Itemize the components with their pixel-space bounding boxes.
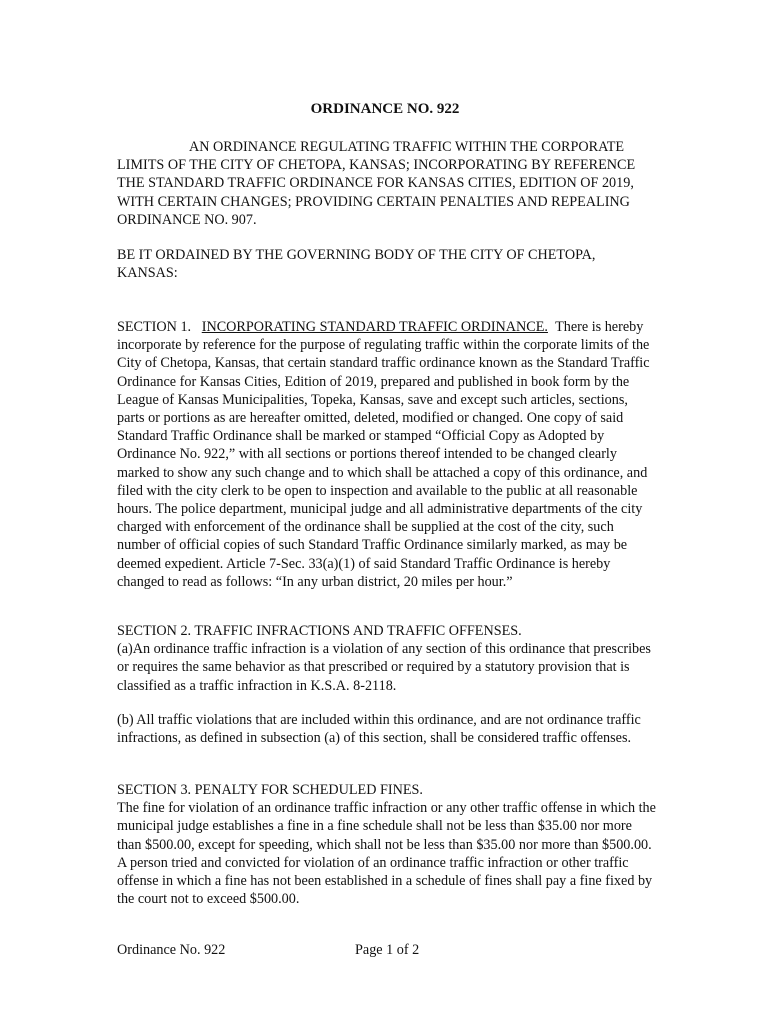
section-2-para-a: (a)An ordinance traffic infraction is a violation of any section of this ordinance that prescribes or requires the same behavior as that prescribed or required by a statutory provision that is classified as a traffic infraction in K.S.A. 8-2118. — [117, 641, 651, 694]
preamble-block — [117, 138, 657, 229]
preamble-text: AN ORDINANCE REGULATING TRAFFIC WITHIN THE CORPORATE LIMITS OF THE CITY OF CHETOPA, KANSAS; INCORPORATING BY REFERENCE THE STANDARD TRAFFIC ORDINANCE FOR KANSAS CITIES, EDITION OF 2019, WITH CERTAIN CHANGES; PROVIDING CERTAIN PENALTIES AND REPEALING ORDINANCE NO. 907. — [117, 139, 636, 228]
enacting-clause: BE IT ORDAINED BY THE GOVERNING BODY OF THE CITY OF CHETOPA, KANSAS: — [117, 247, 596, 282]
section-2-heading: SECTION 2. TRAFFIC INFRACTIONS AND TRAFFIC OFFENSES. — [117, 623, 522, 639]
section-1-body: There is hereby incorporate by reference for the purpose of regulating traffic within the corporate limits of the City of Chetopa, Kansas, that certain standard traffic ordinance known as the Standard Traffic Ordinance for Kansas Cities, Edition of 2019, prepared and published in book form by the League of Kansas Municipalities, Topeka, Kansas, save and except such articles, sections, parts or portions as are hereafter omitted, deleted, modified or changed. One copy of said Standard Traffic Ordinance shall be marked or stamped “Official Copy as Adopted by Ordinance No. 922,” with all sections or portions thereof intended to be changed clearly marked to show any such change and to which shall be attached a copy of this ordinance, and filed with the city clerk to be open to inspection and available to the public at all reasonable hours. The police department, municipal judge and all administrative departments of the city charged with enforcement of the ordinance shall be supplied at the cost of the city, such number of official copies of such Standard Traffic Ordinance similarly marked, as may be deemed expedient. Article 7-Sec. 33(a)(1) of said Standard Traffic Ordinance is hereby changed to read as follows: “In any urban district, 20 miles per hour.” — [117, 319, 650, 590]
section-1 — [117, 318, 657, 591]
section-3 — [117, 781, 657, 908]
section-3-heading: SECTION 3. PENALTY FOR SCHEDULED FINES. — [117, 782, 423, 798]
section-2-b-block — [117, 711, 657, 747]
section-2-para-b: (b) All traffic violations that are included within this ordinance, and are not ordinance traffic infractions, as defined in subsection (a) of this section, shall be considered traffic offenses. — [117, 712, 641, 747]
enacting-clause-block — [117, 246, 657, 282]
section-1-heading: INCORPORATING STANDARD TRAFFIC ORDINANCE. — [201, 319, 548, 335]
footer-page-number: Page 1 of 2 — [355, 942, 420, 958]
section-1-paragraph — [117, 318, 657, 591]
section-2 — [117, 622, 657, 695]
section-1-label: SECTION 1. — [117, 319, 192, 335]
ordinance-title: ORDINANCE NO. 922 — [310, 101, 460, 117]
section-3-body: The fine for violation of an ordinance traffic infraction or any other traffic offense in which the municipal judge establishes a fine in a fine schedule shall not be less than $35.00 nor more than $500.00, except for speeding, which shall not be less than $35.00 nor more than $500.00. A person tried and convicted for violation of an ordinance traffic infraction or other traffic offense in which a fine has not been established in a schedule of fines shall pay a fine fixed by the court not to exceed $500.00. — [117, 800, 656, 908]
footer-ordinance-number: Ordinance No. 922 — [117, 942, 226, 958]
